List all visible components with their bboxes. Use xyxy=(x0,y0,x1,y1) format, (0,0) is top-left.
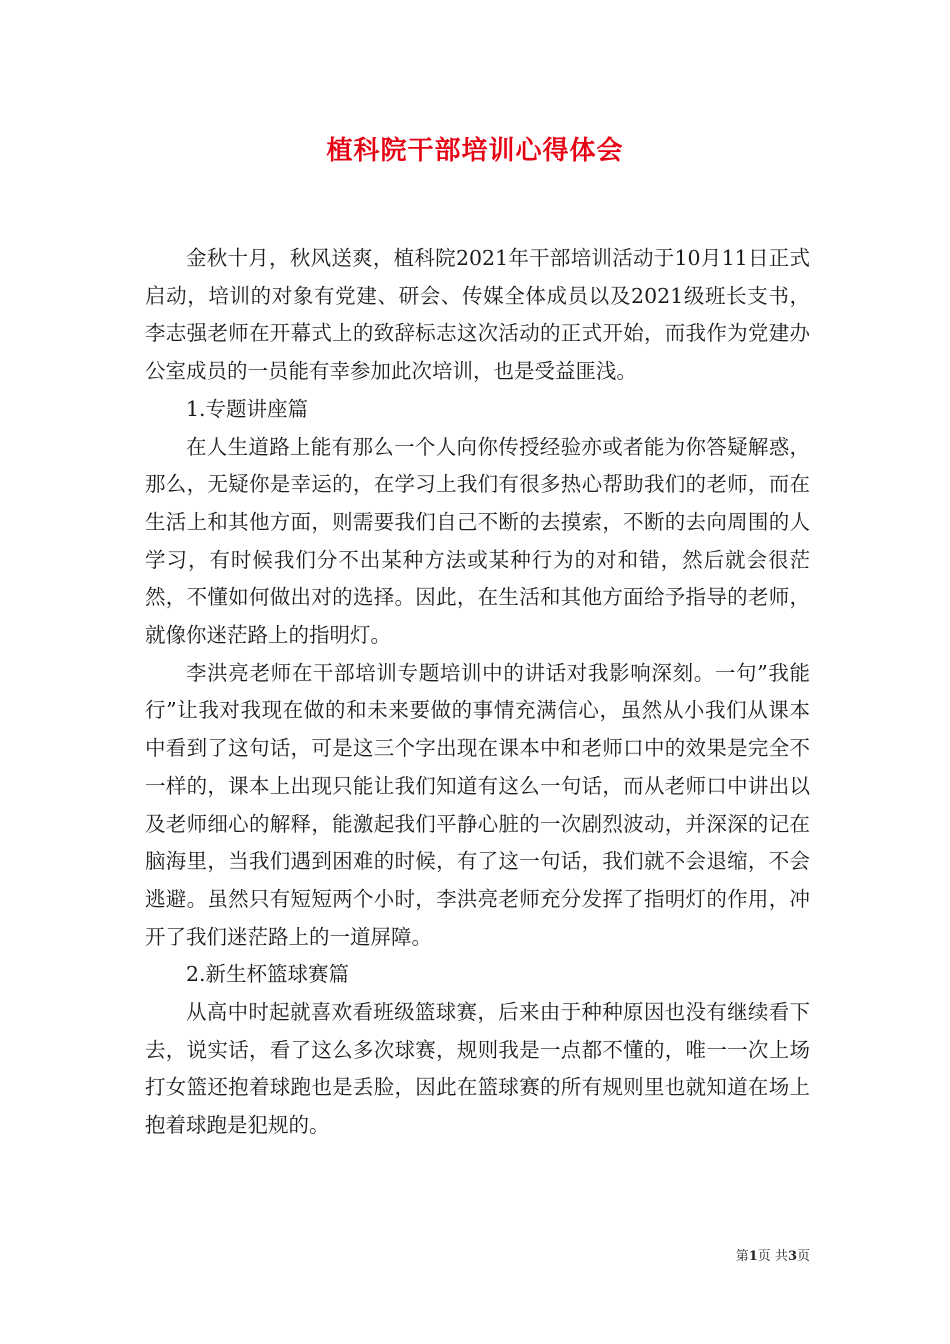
footer-middle: 页 共 xyxy=(757,1249,788,1264)
document-title: 植科院干部培训心得体会 xyxy=(326,136,624,166)
document-body xyxy=(145,240,810,1145)
footer-suffix: 页 xyxy=(796,1249,810,1264)
paragraph-lectures-2: 李洪亮老师在干部培训专题培训中的讲话对我影响深刻。一句”我能行”让我对我现在做的和未来要做的事情充满信心，虽然从小我们从课本中看到了这句话，可是这三个字出现在课本中和老师口中的效果是完全不一样的，课本上出现只能让我们知道有这么一句话，而从老师口中讲出以及老师细心的解释，能激起我们平静心脏的一次剧烈波动，并深深的记在脑海里，当我们遇到困难的时候，有了这一句话，我们就不会退缩，不会逃避。虽然只有短短两个小时，李洪亮老师充分发挥了指明灯的作用，冲开了我们迷茫路上的一道屏障。 xyxy=(145,660,810,949)
page-number-footer xyxy=(700,1247,810,1267)
section-heading-basketball: 2.新生杯篮球赛篇 xyxy=(186,962,350,987)
section-heading-lectures: 1.专题讲座篇 xyxy=(186,396,309,421)
paragraph-basketball-1: 从高中时起就喜欢看班级篮球赛，后来由于种种原因也没有继续看下去，说实话，看了这么多次球赛，规则我是一点都不懂的，唯一一次上场打女篮还抱着球跑也是丢脸，因此在篮球赛的所有规则里也就知道在场上抱着球跑是犯规的。 xyxy=(145,1000,810,1138)
footer-prefix: 第 xyxy=(735,1249,749,1264)
paragraph-lectures-1: 在人生道路上能有那么一个人向你传授经验亦或者能为你答疑解惑，那么，无疑你是幸运的，在学习上我们有很多热心帮助我们的老师，而在生活上和其他方面，则需要我们自己不断的去摸索，不断的去向周围的人学习，有时候我们分不出某种方法或某种行为的对和错，然后就会很茫然，不懂如何做出对的选择。因此，在生活和其他方面给予指导的老师，就像你迷茫路上的指明灯。 xyxy=(145,434,810,648)
footer-current-page: 1 xyxy=(748,1249,758,1264)
footer-total-pages: 3 xyxy=(787,1249,797,1264)
paragraph-intro: 金秋十月，秋风送爽，植科院2021年干部培训活动于10月11日正式启动，培训的对象有党建、研会、传媒全体成员以及2021级班长支书，李志强老师在开幕式上的致辞标志这次活动的正式开始，而我作为党建办公室成员的一员能有幸参加此次培训，也是受益匪浅。 xyxy=(145,246,810,384)
